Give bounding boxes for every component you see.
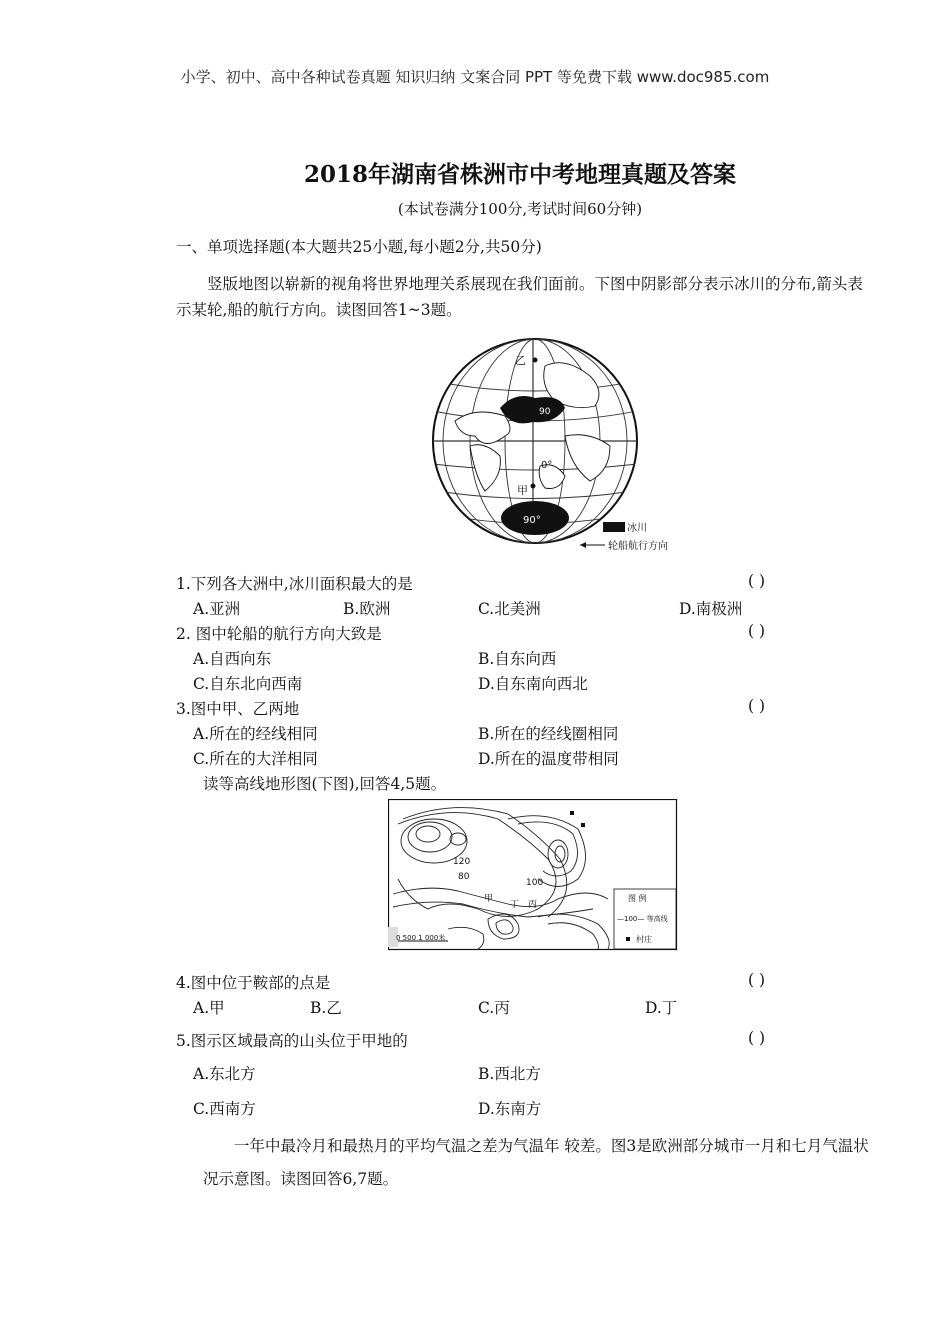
globe-figure [415, 336, 705, 556]
label-equator: 0° [541, 460, 553, 471]
section-heading: 一、单项选择题(本大题共25小题,每小题2分,共50分) [176, 238, 542, 256]
q1-option-c: C.北美洲 [478, 600, 541, 618]
q3-stem: 3.图中甲、乙两地 [176, 700, 300, 718]
label-jia: 甲 [517, 484, 528, 497]
q4-paren: ( ) [748, 971, 766, 989]
q1-paren: ( ) [748, 572, 766, 590]
q3-option-a: A.所在的经线相同 [193, 725, 318, 743]
q3-paren: ( ) [748, 697, 766, 715]
label-90-bottom: 90° [523, 515, 541, 526]
q5-option-b: B.西北方 [478, 1065, 541, 1083]
q3-option-b: B.所在的经线圈相同 [478, 725, 619, 743]
q5-option-a: A.东北方 [193, 1065, 256, 1083]
q4-option-a: A.甲 [193, 999, 225, 1017]
q3-option-d: D.所在的温度带相同 [478, 750, 619, 768]
page-header: 小学、初中、高中各种试卷真题 知识归纳 文案合同 PPT 等免费下载 www.doc985.com [180, 68, 770, 86]
q1-stem: 1.下列各大洲中,冰川面积最大的是 [176, 575, 413, 593]
village-marker [581, 823, 585, 827]
q5-paren: ( ) [748, 1029, 766, 1047]
legend-glacier-label: 冰川 [627, 523, 647, 534]
q1-option-a: A.亚洲 [193, 600, 241, 618]
q2-stem: 2. 图中轮船的航行方向大致是 [176, 625, 382, 643]
contour-label-80: 80 [458, 872, 470, 882]
intro-paragraph-2: 读等高线地形图(下图),回答4,5题。 [203, 775, 447, 793]
contour-label-120: 120 [453, 857, 471, 867]
point-jia: 甲 [484, 894, 494, 904]
legend-village: 村庄 [636, 935, 652, 944]
q3-option-c: C.所在的大洋相同 [193, 750, 318, 768]
q4-option-b: B.乙 [310, 999, 342, 1017]
intro-paragraph-1: 竖版地图以崭新的视角将世界地理关系展现在我们面前。下图中阴影部分表示冰川的分布,箭头表示某轮,船的航行方向。读图回答1~3题。 [176, 275, 863, 319]
q4-option-c: C.丙 [478, 999, 510, 1017]
q2-option-c: C.自东北向西南 [193, 675, 303, 693]
q2-option-d: D.自东南向西北 [478, 675, 588, 693]
q2-option-b: B.自东向西 [478, 650, 557, 668]
q5-stem: 5.图示区域最高的山头位于甲地的 [176, 1032, 408, 1050]
legend-village-icon [626, 937, 630, 941]
legend-ship-label: 轮船航行方向 [608, 541, 668, 552]
q1-option-b: B.欧洲 [343, 600, 391, 618]
point-ding: 丁 [510, 900, 520, 910]
q4-option-d: D.丁 [645, 999, 678, 1017]
legend-title: 图 例 [628, 894, 647, 903]
legend-glacier-swatch [603, 522, 625, 532]
point-bing: 丙 [528, 900, 538, 910]
q1-option-d: D.南极洲 [679, 600, 743, 618]
label-90-top: 90 [539, 407, 551, 417]
legend-contour: —100— 等高线 [617, 915, 668, 923]
page-subtitle: (本试卷满分100分,考试时间60分钟) [397, 200, 643, 218]
q2-paren: ( ) [748, 622, 766, 640]
village-marker [570, 811, 574, 815]
label-yi: 乙 [515, 354, 526, 367]
page-title: 2018年湖南省株洲市中考地理真题及答案 [303, 161, 736, 188]
q2-option-a: A.自西向东 [193, 650, 272, 668]
q5-option-d: D.东南方 [478, 1100, 542, 1118]
q4-stem: 4.图中位于鞍部的点是 [176, 974, 331, 992]
q5-option-c: C.西南方 [193, 1100, 256, 1118]
scale-label: 0 500 1 000米 [396, 934, 446, 942]
contour-map-figure [388, 799, 678, 951]
contour-label-100: 100 [526, 878, 544, 888]
intro-paragraph-3: 一年中最冷月和最热月的平均气温之差为气温年 较差。图3是欧洲部分城市一月和七月气温状况示意图。读图回答6,7题。 [203, 1137, 869, 1188]
